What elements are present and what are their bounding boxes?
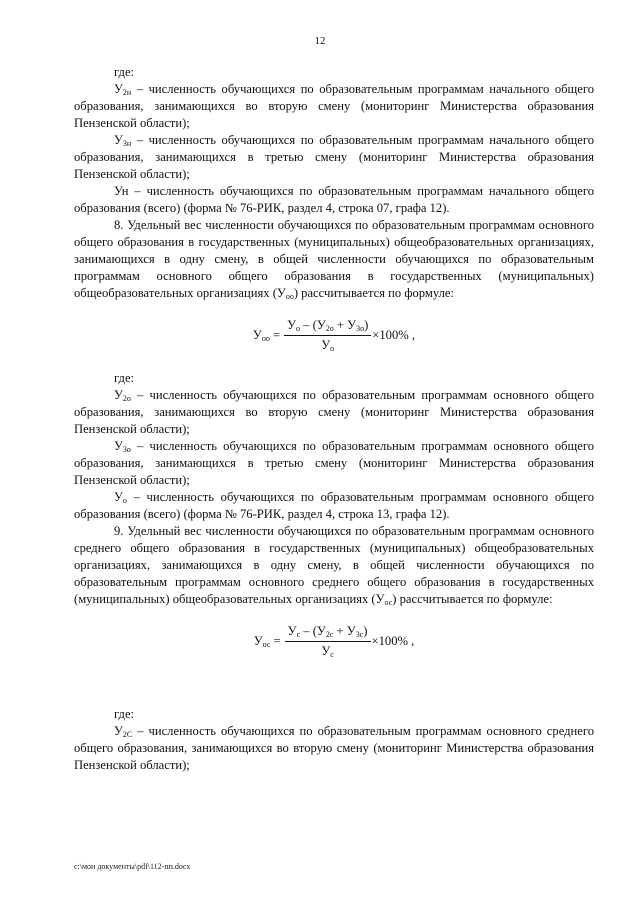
formula-uoo (74, 306, 594, 364)
formula-multiplier: ×100% , (372, 327, 416, 342)
formula-lhs: $У_{ос}$ = (253, 633, 281, 649)
definition-u3n: $У_{3н}$ – численность обучающихся по образовательным программам начального общего образования, занимающихся в третью смену (мониторинг Министерства образования Пензенской области); (74, 133, 594, 181)
formula-denominator: $У_с$ (321, 643, 334, 659)
where-label: где: (114, 65, 135, 79)
definition-u2n: $У_{2н}$ – численность обучающихся по образовательным программам начального общего образования, занимающихся во вторую смену (мониторинг Министерства образования Пензенской области); (74, 82, 594, 130)
formula-numerator: $У_с - (У_{2с} + У_{3с})$ (285, 623, 371, 642)
formula-denominator: $У_о$ (321, 337, 335, 353)
vertical-spacer (74, 676, 594, 706)
footer-file-path: c:\мои документы\pdf\112-пп.docx (74, 862, 191, 871)
formula-fraction (284, 317, 371, 354)
paragraph-item-9: 9. Удельный вес численности обучающихся по образовательным программам основного среднего общего образования в государственных (муниципальных) общеобразовательных организациях, занимающихся в одну смену, в общей численности обучающихся по образовательным программам основного среднего общего образования в государственных (муниципальных) общеобразовательных организациях $(У_{ос})$ рассчитывается по формуле: (74, 524, 594, 607)
formula-lhs: $У_{оо}$ = (252, 327, 281, 343)
where-label: где: (114, 371, 135, 385)
formula-fraction (285, 623, 371, 660)
formula-multiplier: ×100% , (371, 633, 415, 648)
definition-u2c: $У_{2С}$ – численность обучающихся по образовательным программам основного среднего общего образования, занимающихся во вторую смену (мониторинг Министерства образования Пензенской области); (74, 724, 594, 772)
document-body (74, 64, 594, 774)
paragraph-item-8: 8. Удельный вес численности обучающихся по образовательным программам основного общего образования в государственных (муниципальных) общеобразовательных организациях, занимающихся в одну смену, в общей численности обучающихся по образовательным программам основного общего образования в государственных (муниципальных) общеобразовательных организациях $(У_{оо})$ рассчитывается по формуле: (74, 218, 594, 301)
definition-uo: $У_о$ – численность обучающихся по образовательным программам основного общего образования (всего) (форма № 76-РИК, раздел 4, строка 13, графа 12). (74, 490, 594, 521)
definition-un: Ун – численность обучающихся по образовательным программам начального общего образования (всего) (форма № 76-РИК, раздел 4, строка 07, графа 12). (74, 184, 594, 215)
formula-uos (74, 612, 594, 670)
formula-numerator: $У_о - (У_{2о} + У_{3о})$ (284, 317, 371, 336)
definition-u2o: $У_{2о}$ – численность обучающихся по образовательным программам основного общего образования, занимающихся во вторую смену (мониторинг Министерства образования Пензенской области); (74, 388, 594, 436)
where-label: где: (114, 707, 135, 721)
page-number: 12 (314, 35, 326, 47)
definition-u3o: $У_{3о}$ – численность обучающихся по образовательным программам основного общего образования, занимающихся в третью смену (мониторинг Министерства образования Пензенской области); (74, 439, 594, 487)
